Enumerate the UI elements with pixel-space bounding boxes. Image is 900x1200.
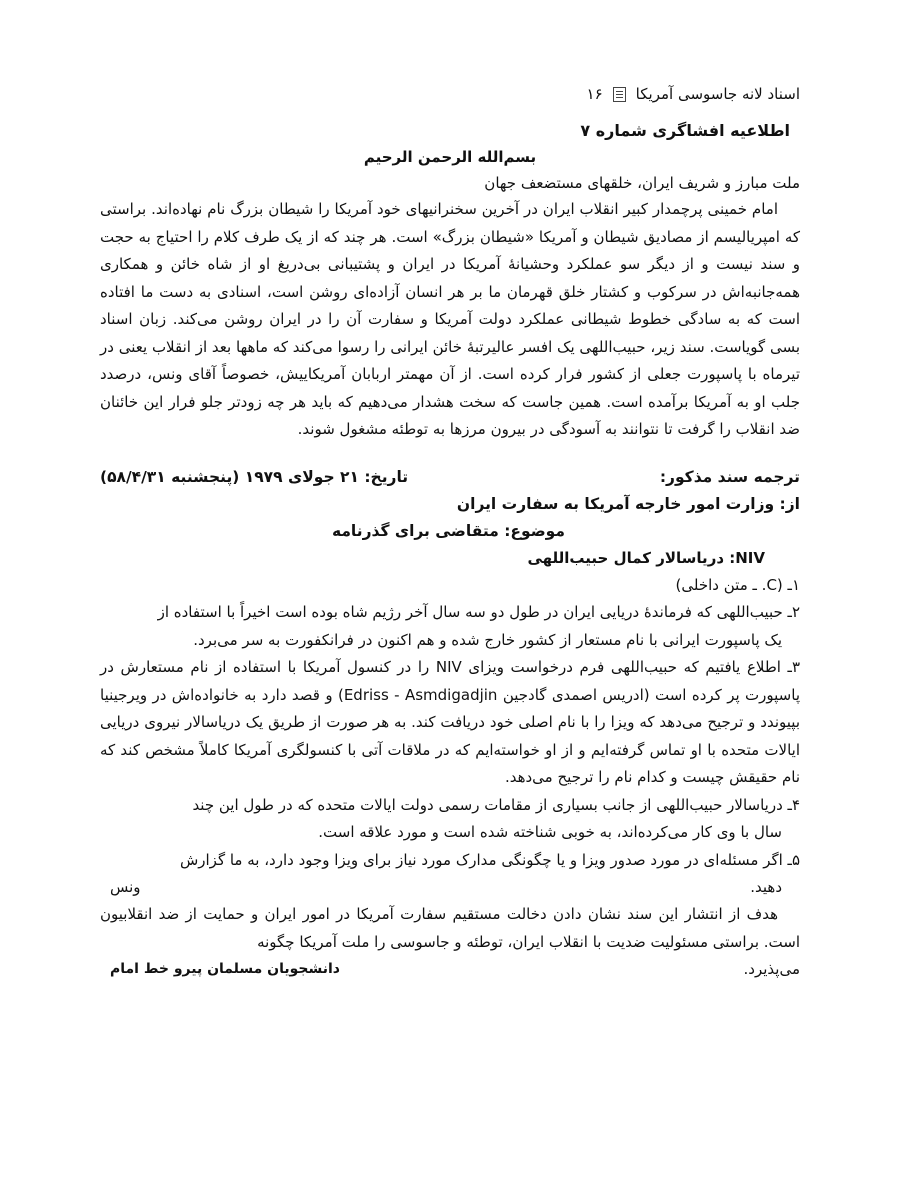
- document-item-5: ۵ـ اگر مسئله‌ای در مورد صدور ویزا و یا چگونگی مدارک مورد نیاز برای ویزا وجود دارد، به ما گزارش: [179, 850, 800, 869]
- document-subject: موضوع: متقاضی برای گذرنامه: [331, 521, 565, 540]
- document-item-1: ۱ـ (C. ـ متن داخلی): [675, 575, 800, 594]
- closing-end: می‌پذیرد.: [743, 960, 800, 978]
- closing-signature: دانشجویان مسلمان پیرو خط امام: [110, 961, 340, 977]
- document-date: تاریخ: ۲۱ جولای ۱۹۷۹ (پنجشنبه ۵۸/۴/۳۱): [100, 467, 409, 486]
- running-header: [100, 85, 800, 103]
- document-meta-row: [100, 464, 800, 491]
- closing-final-row: [100, 956, 800, 983]
- document-niv: NIV: دریاسالار کمال حبیب‌اللهی: [527, 548, 765, 567]
- closing-paragraph: هدف از انتشار این سند نشان دادن دخالت مستقیم سفارت آمریکا در امور ایران و حمایت از ضد انقلابیون است. براستی مسئولیت ضدیت با انقلاب ایران، توطئه و جاسوسی را ملت آمریکا چگونه: [100, 905, 800, 951]
- basmala: بسم‌الله الرحمن الرحیم: [363, 148, 537, 166]
- document-item-5-cont: دهید.: [750, 878, 782, 896]
- book-title: اسناد لانه جاسوسی آمریکا: [635, 85, 800, 103]
- intro-paragraph: امام خمینی پرچمدار کبیر انقلاب ایران در آخرین سخنرانیهای خود آمریکا را شیطان بزرگ نام نهاده‌اند. براستی که امپریالیسم از مصادیق شیطان و آمریکا «شیطان بزرگ» است. هر چند که از یک طرف کلام را احتیاج به حجت و سند نیست و از دیگر سو عملکرد وحشیانهٔ آمریکا در ایران و پشتیبانی بی‌دریغ او از شاه خائن و همکاری همه‌جانبه‌اش در سرکوب و کشتار خلق قهرمان ما بر هر انسان آزاده‌ای روشن است، اسنادی به دست ما افتاده است که به سادگی خطوط شیطانی عملکرد دولت آمریکا و سفارت آن را در ایران روشن می‌کند. زبان اسناد بسی گویاست. سند زیر، حبیب‌اللهی یک افسر عالیرتبهٔ خائن ایرانی را رسوا می‌کند که ماهها بعد از انقلاب یعنی در تیرماه با پاسپورت جعلی از کشور فرار کرده است. از آن مهمتر اربابان آمریکاییش، خصوصاً آقای ونس، درصدد جلب او به آمریکا برآمده است. همین جاست که سخت هشدار می‌دهیم که باید هر چه زودتر جلو فرار این خائنان ضد انقلاب را گرفت تا نتوانند به آسودگی در بیرون مرزها به توطئه مشغول شوند.: [100, 200, 800, 438]
- document-item-2-cont: یک پاسپورت ایرانی با نام مستعار از کشور خارج شده و هم اکنون در فرانکفورت به سر می‌برد.: [193, 630, 782, 649]
- page-number: ۱۶: [586, 85, 603, 103]
- item-5-end-row: [100, 874, 800, 901]
- document-item-4: ۴ـ دریاسالار حبیب‌اللهی از جانب بسیاری از مقامات رسمی دولت ایالات متحده که در طول این چند: [192, 795, 800, 814]
- document-icon: [613, 87, 626, 102]
- document-page: [100, 85, 800, 983]
- announcement-title: اطلاعیه افشاگری شماره ۷: [580, 121, 790, 140]
- salutation: ملت مبارز و شریف ایران، خلقهای مستضعف جهان: [484, 174, 800, 192]
- translation-label: ترجمه سند مذکور:: [659, 467, 800, 486]
- document-item-4-cont: سال با وی کار می‌کرده‌اند، به خوبی شناخته شده است و مورد علاقه است.: [318, 823, 782, 841]
- document-signer: ونس: [110, 878, 141, 896]
- document-item-3: ۳ـ اطلاع یافتیم که حبیب‌اللهی فرم درخواست ویزای NIV را در کنسول آمریکا با استفاده از نام مستعارش در پاسپورت پر کرده است (ادریس اصمدی گادجین Edriss - Asmdigadjin) و قصد دارد به خانواده‌اش در ویرجینیا بپیوندد و ترجیح می‌دهد که ویزا را با نام اصلی خود دریافت کند. به هر صورت از طریق یک دریاسالار نیروی دریایی ایالات متحده با او تماس گرفته‌ایم و از او خواسته‌ایم که در ملاقات آتی با کنسولگری آمریکا کاملاً مشخص کند که نام حقیقش چیست و کدام نام را ترجیح می‌دهد.: [100, 658, 801, 786]
- document-from: از: وزارت امور خارجه آمریکا به سفارت ایران: [456, 494, 800, 513]
- document-item-2: ۲ـ حبیب‌اللهی که فرماندهٔ دریایی ایران در طول دو سه سال آخر رژیم شاه بوده است اخیراً با استفاده از: [157, 603, 800, 621]
